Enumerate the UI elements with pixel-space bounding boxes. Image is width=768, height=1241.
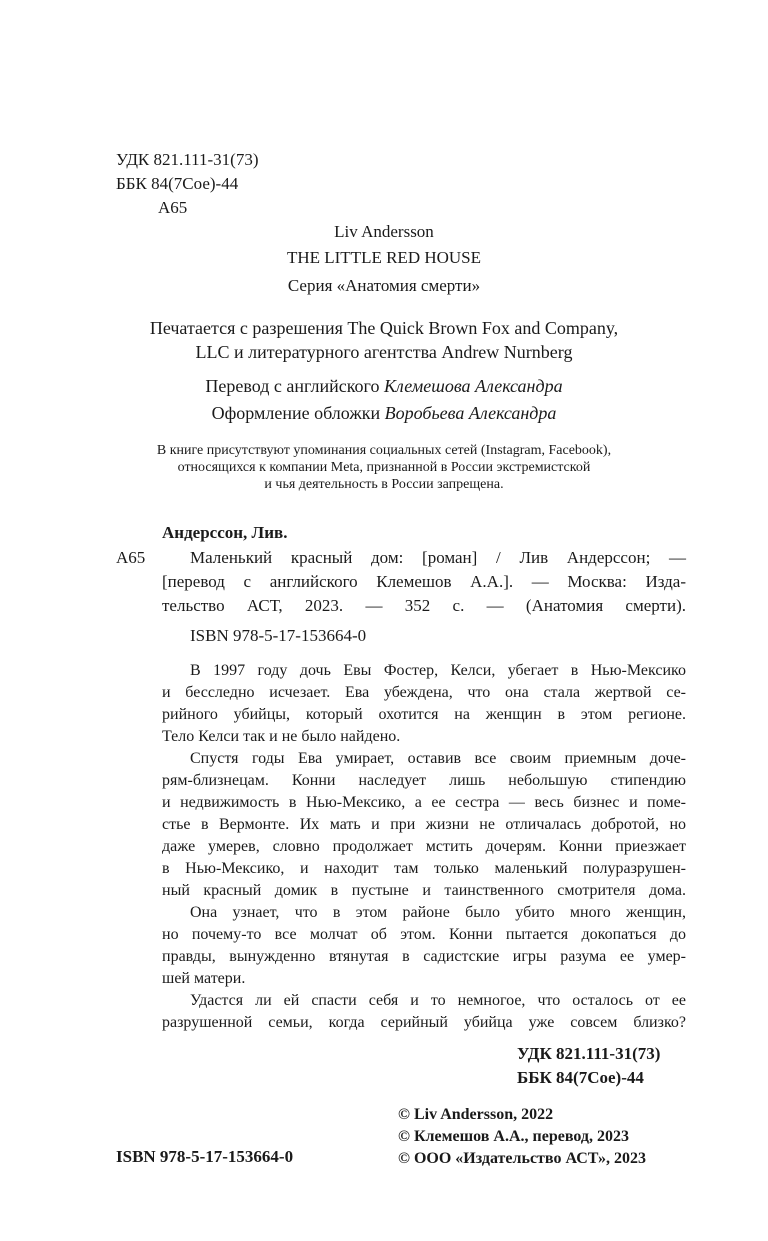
catalog-line-1: Маленький красный дом: [роман] / Лив Андерссон; — <box>190 548 686 567</box>
copyright-author: © Liv Andersson, 2022 <box>398 1106 554 1123</box>
cover-credit <box>0 401 768 425</box>
annotation-line: но почему-то все молчат об этом. Конни пытается докопаться до <box>162 926 686 943</box>
notice-line-1: В книге присутствуют упоминания социальных сетей (Instagram, Facebook), <box>156 443 612 458</box>
catalog-mark: А65 <box>116 548 146 567</box>
annotation-line: разрушенной семьи, когда серийный убийца уже совсем близко? <box>162 1014 686 1031</box>
annotation-line: рийного убийцы, который охотится на женщин в этом регионе. <box>162 706 686 723</box>
original-author: Liv Andersson <box>334 222 434 241</box>
annotation-line: рям-близнецам. Конни наследует лишь небольшую стипендию <box>162 772 686 789</box>
annotation-line: даже умерев, словно продолжает мстить дочерям. Конни приезжает <box>162 838 686 855</box>
notice-line-3: и чья деятельность в России запрещена. <box>264 477 504 492</box>
annotation-line: шей матери. <box>162 970 246 987</box>
udk-code: УДК 821.111-31(73) <box>116 150 259 169</box>
copyright-translator: © Клемешов А.А., перевод, 2023 <box>398 1128 629 1145</box>
annotation-line: и бесследно исчезает. Ева убеждена, что она стала жертвой се- <box>162 684 686 701</box>
translation-credit <box>0 374 768 398</box>
footer-isbn: ISBN 978-5-17-153664-0 <box>116 1147 294 1166</box>
cover-label: Оформление обложки <box>211 403 385 423</box>
original-title: THE LITTLE RED HOUSE <box>286 248 482 267</box>
catalog-heading: Андерссон, Лив. <box>162 523 288 542</box>
author-mark: А65 <box>158 198 188 217</box>
footer-udk: УДК 821.111-31(73) <box>517 1044 661 1063</box>
catalog-line-3: тельство АСТ, 2023. — 352 с. — (Анатомия смерти). <box>162 596 686 615</box>
annotation-line: стье в Вермонте. Их мать и при жизни не отличалась добротой, но <box>162 816 686 833</box>
permission-line-2: LLC и литературного агентства Andrew Nurnberg <box>195 342 573 362</box>
annotation-line: Спустя годы Ева умирает, оставив все своим приемным доче- <box>190 750 686 767</box>
copyright-publisher: © ООО «Издательство АСТ», 2023 <box>398 1150 647 1167</box>
catalog-isbn: ISBN 978-5-17-153664-0 <box>190 626 367 645</box>
annotation-line: Удастся ли ей спасти себя и то немногое, что осталось от ее <box>190 992 686 1009</box>
footer-bbk: ББК 84(7Сое)-44 <box>517 1068 644 1087</box>
annotation-line: Она узнает, что в этом районе было убито много женщин, <box>190 904 686 921</box>
catalog-line-2: [перевод с английского Клемешов А.А.]. — Москва: Изда- <box>162 572 686 591</box>
series-name: Серия «Анатомия смерти» <box>287 276 481 295</box>
annotation-line: в Нью-Мексико, и находит там только маленький полуразрушен- <box>162 860 686 877</box>
bbk-code: ББК 84(7Сое)-44 <box>116 174 239 193</box>
annotation-line: ный красный домик в пустыне и таинственного смотрителя дома. <box>162 882 686 899</box>
annotation-line: В 1997 году дочь Евы Фостер, Келси, убегает в Нью-Мексико <box>190 662 686 679</box>
translation-label: Перевод с английского <box>205 376 384 396</box>
permission-line-1: Печатается с разрешения The Quick Brown Fox and Company, <box>149 318 619 338</box>
annotation-line: и недвижимость в Нью-Мексико, а ее сестра — весь бизнес и поме- <box>162 794 686 811</box>
annotation-line: Тело Келси так и не было найдено. <box>162 728 401 745</box>
annotation-line: правды, вынужденно втянутая в садистские игры разума ее умер- <box>162 948 686 965</box>
notice-line-2: относящихся к компании Meta, признанной в России экстремистской <box>177 460 591 475</box>
cover-designer-name: Воробьева Александра <box>384 403 557 423</box>
translator-name: Клемешова Александра <box>383 376 563 396</box>
